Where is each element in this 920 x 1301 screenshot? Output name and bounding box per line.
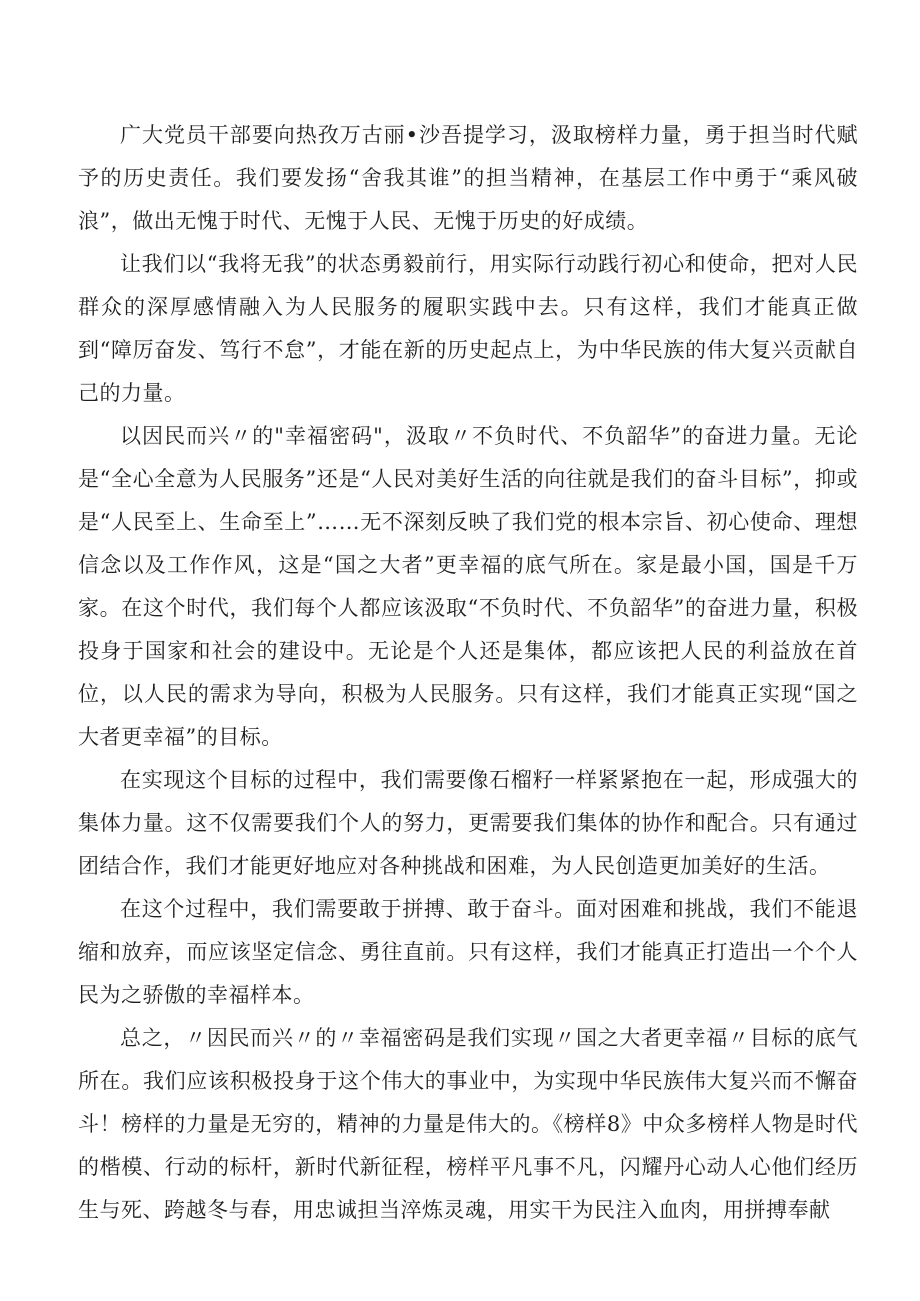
paragraph-3: 以因民而兴〃的"幸福密码"，汲取〃不负时代、不负韶华”的奋进力量。无论是“全心全意为人民服务”还是“人民对美好生活的向往就是我们的奋斗目标”，抑或是“人民至上、生命至上”……无不深刻反映了我们党的根本宗旨、初心使命、理想信念以及工作作风，这是“国之大者”更幸福的底气所在。家是最小国，国是千万家。在这个时代，我们每个人都应该汲取“不负时代、不负韶华”的奋进力量，积极投身于国家和社会的建设中。无论是个人还是集体，都应该把人民的利益放在首位，以人民的需求为导向，积极为人民服务。只有这样，我们才能真正实现“国之大者更幸福”的目标。 — [78, 424, 858, 749]
document-body — [78, 114, 858, 1232]
paragraph-5: 在这个过程中，我们需要敢于拼搏、敢于奋斗。面对困难和挑战，我们不能退缩和放弃，而应该坚定信念、勇往直前。只有这样，我们才能真正打造出一个个人民为之骄傲的幸福样本。 — [78, 897, 858, 1007]
paragraph-1: 广大党员干部要向热孜万古丽•沙吾提学习，汲取榜样力量，勇于担当时代赋予的历史责任。我们要发扬“舍我其谁”的担当精神，在基层工作中勇于“乘风破浪”，做出无愧于时代、无愧于人民、无愧于历史的好成绩。 — [78, 123, 858, 233]
paragraph-6: 总之，〃因民而兴〃的〃幸福密码是我们实现〃国之大者更幸福〃目标的底气所在。我们应该积极投身于这个伟大的事业中，为实现中华民族伟大复兴而不懈奋斗！榜样的力量是无穷的，精神的力量是伟大的。《榜样8》中众多榜样人物是时代的楷模、行动的标杆，新时代新征程，榜样平凡事不凡，闪耀丹心动人心他们经历生与死、跨越冬与春，用忠诚担当淬炼灵魂，用实干为民注入血肉，用拼搏奉献 — [78, 1026, 858, 1222]
paragraph-2: 让我们以“我将无我”的状态勇毅前行，用实际行动践行初心和使命，把对人民群众的深厚感情融入为人民服务的履职实践中去。只有这样，我们才能真正做到“障厉奋发、笃行不怠”，才能在新的历史起点上，为中华民族的伟大复兴贡献自己的力量。 — [78, 252, 858, 405]
paragraph-4: 在实现这个目标的过程中，我们需要像石榴籽一样紧紧抱在一起，形成强大的集体力量。这不仅需要我们个人的努力，更需要我们集体的协作和配合。只有通过团结合作，我们才能更好地应对各种挑战和困难，为人民创造更加美好的生活。 — [78, 768, 858, 878]
